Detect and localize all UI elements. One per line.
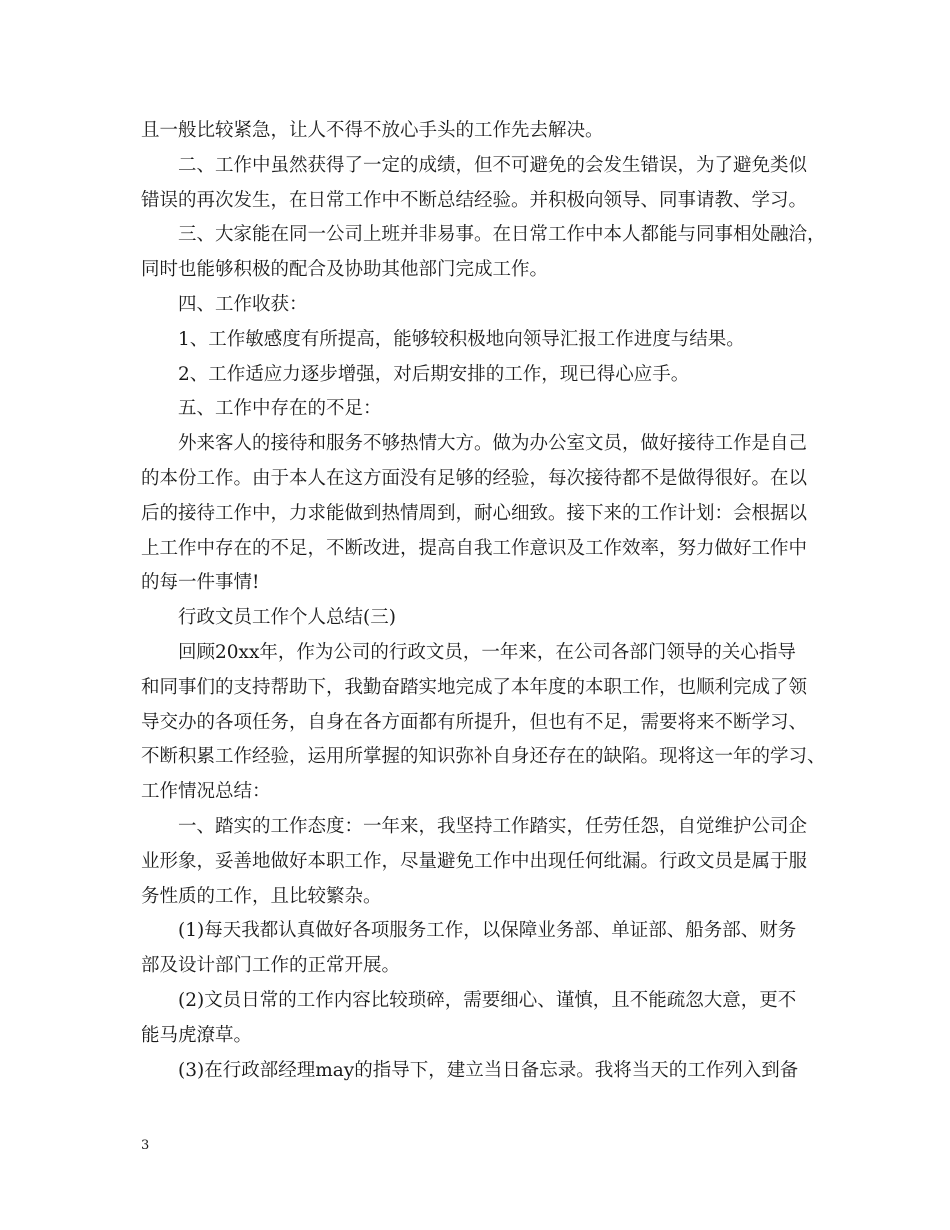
text-line: 部及设计部门工作的正常开展。: [141, 955, 401, 977]
text-line: 不断积累工作经验，运用所掌握的知识弥补自身还存在的缺陷。现将这一年的学习、: [141, 746, 826, 768]
text-line: 且一般比较紧急，让人不得不放心手头的工作先去解决。: [141, 120, 604, 141]
text-line: 外来客人的接待和服务不够热情大方。做为办公室文员，做好接待工作是自己: [178, 433, 808, 455]
text-line: 的本份工作。由于本人在这方面没有足够的经验，每次接待都不是做得很好。在以: [141, 467, 808, 489]
page-number: 3: [141, 1138, 150, 1153]
text-line: 业形象，妥善地做好本职工作，尽量避免工作中出现任何纰漏。行政文员是属于服: [141, 850, 808, 872]
text-line: 错误的再次发生，在日常工作中不断总结经验。并积极向领导、同事请教、学习。: [141, 189, 808, 211]
text-line: (3)在行政部经理may的指导下，建立当日备忘录。我将当天的工作列入到备: [178, 1059, 799, 1081]
text-line: 四、工作收获：: [178, 293, 308, 315]
text-line: 同时也能够积极的配合及协助其他部门完成工作。: [141, 259, 549, 281]
text-line: 五、工作中存在的不足：: [178, 398, 382, 420]
text-line: 行政文员工作个人总结(三): [178, 607, 396, 629]
text-line: 能马虎潦草。: [141, 1024, 253, 1046]
text-line: 二、工作中虽然获得了一定的成绩，但不可避免的会发生错误，为了避免类似: [178, 154, 808, 176]
text-line: 一、踏实的工作态度：一年来，我坚持工作踏实，任劳任怨，自觉维护公司企: [178, 815, 808, 837]
text-line: 1、工作敏感度有所提高，能够较积极地向领导汇报工作进度与结果。: [178, 328, 745, 350]
text-line: 上工作中存在的不足，不断改进，提高自我工作意识及工作效率，努力做好工作中: [141, 537, 808, 559]
text-line: (1)每天我都认真做好各项服务工作，以保障业务部、单证部、船务部、财务: [178, 920, 797, 942]
text-line: 的每一件事情!: [141, 572, 260, 594]
text-line: 务性质的工作，且比较繁杂。: [141, 885, 382, 907]
document-body: [141, 114, 826, 1088]
text-line: 三、大家能在同一公司上班并非易事。在日常工作中本人都能与同事相处融洽，: [178, 224, 826, 246]
text-line: 回顾20xx年，作为公司的行政文员，一年来，在公司各部门领导的关心指导: [178, 641, 796, 663]
text-line: 2、工作适应力逐步增强，对后期安排的工作，现已得心应手。: [178, 363, 690, 385]
text-line: 工作情况总结：: [141, 781, 271, 803]
text-line: 导交办的各项任务，自身在各方面都有所提升，但也有不足，需要将来不断学习、: [141, 711, 808, 733]
text-line: 后的接待工作中，力求能做到热情周到，耐心细致。接下来的工作计划：会根据以: [141, 502, 808, 524]
text-line: (2)文员日常的工作内容比较琐碎，需要细心、谨慎，且不能疏忽大意，更不: [178, 989, 797, 1011]
text-line: 和同事们的支持帮助下，我勤奋踏实地完成了本年度的本职工作，也顺利完成了领: [141, 676, 808, 698]
